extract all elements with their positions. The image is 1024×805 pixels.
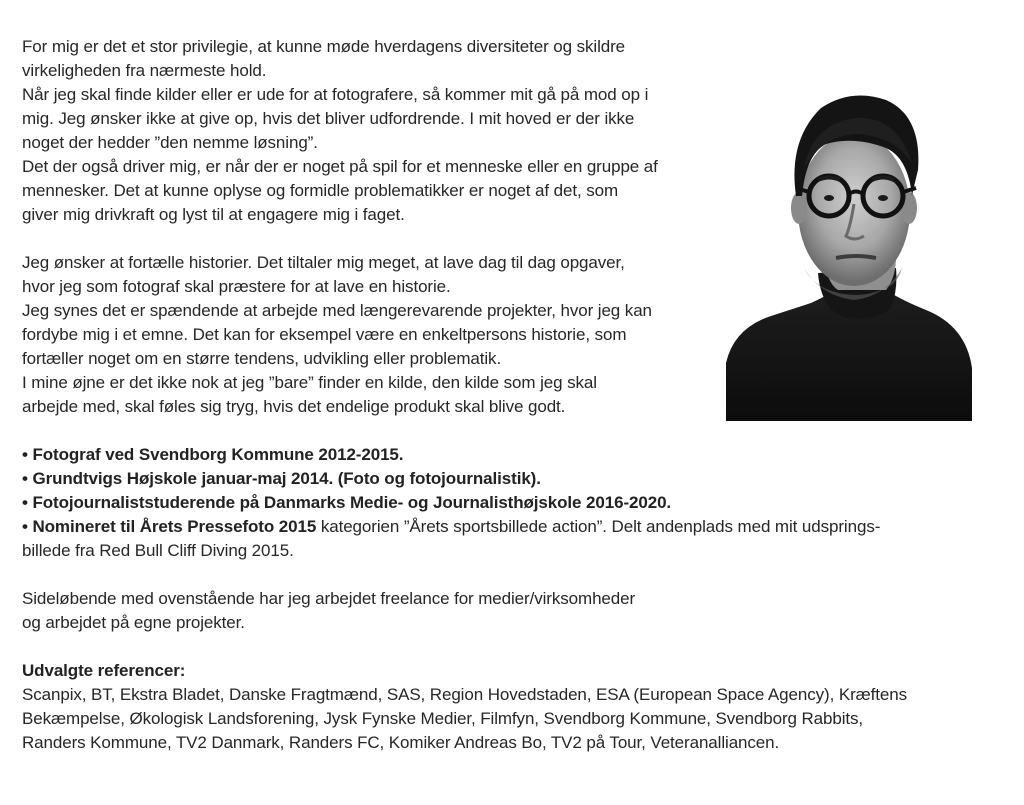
stories-paragraph-1 [22, 251, 722, 299]
experience-item [22, 443, 1012, 467]
intro-paragraph-2 [22, 83, 722, 155]
references-heading [22, 659, 1012, 683]
text-line: hvor jeg som fotograf skal præstere for at lave en historie. [22, 277, 451, 296]
experience-list [22, 443, 1012, 563]
references-section [22, 659, 1012, 755]
text-line: Jeg synes det er spændende at arbejde med længerevarende projekter, hvor jeg kan [22, 301, 652, 320]
text-line: virkeligheden fra nærmeste hold. [22, 61, 267, 80]
experience-item-continuation: billede fra Red Bull Cliff Diving 2015. [22, 541, 294, 560]
intro-paragraph-1 [22, 35, 722, 83]
text-line: arbejde med, skal føles sig tryg, hvis det endelige produkt skal blive godt. [22, 397, 566, 416]
text-line: Sideløbende med ovenstående har jeg arbejdet freelance for medier/virksomheder [22, 589, 636, 608]
experience-item-text: • Fotojournaliststuderende på Danmarks Medie- og Journalisthøjskole 2016-2020. [22, 493, 672, 512]
text-line: og arbejdet på egne projekter. [22, 613, 245, 632]
portrait-icon [726, 78, 972, 421]
paragraph-gap [22, 563, 1012, 587]
text-line: Når jeg skal finde kilder eller er ude for at fotografere, så kommer mit gå på mod op i [22, 85, 649, 104]
stories-paragraph-2 [22, 299, 722, 371]
freelance-paragraph [22, 587, 1012, 635]
references-line: Scanpix, BT, Ekstra Bladet, Danske Fragtmænd, SAS, Region Hovedstaden, ESA (European Space Agency), Kræftens [22, 685, 908, 704]
references-heading-text: Udvalgte referencer: [22, 661, 186, 680]
paragraph-gap [22, 419, 1012, 443]
paragraph-gap [22, 635, 1012, 659]
experience-item-text: • Fotograf ved Svendborg Kommune 2012-2015. [22, 445, 404, 464]
experience-item [22, 515, 1012, 539]
text-line: mig. Jeg ønsker ikke at give op, hvis det bliver udfordrende. I mit hoved er der ikke [22, 109, 635, 128]
experience-item-text: kategorien ”Årets sportsbillede action”. Delt andenplads med mit udsprings- [316, 517, 881, 536]
portrait-photo [726, 78, 972, 421]
text-line: giver mig drivkraft og lyst til at engagere mig i faget. [22, 205, 405, 224]
stories-paragraph-3 [22, 371, 722, 419]
text-line: Jeg ønsker at fortælle historier. Det tiltaler mig meget, at lave dag til dag opgaver, [22, 253, 625, 272]
experience-item [22, 467, 1012, 491]
text-line: For mig er det et stor privilegie, at kunne møde hverdagens diversiteter og skildre [22, 37, 626, 56]
experience-item-text: • Grundtvigs Højskole januar-maj 2014. (Foto og fotojournalistik). [22, 469, 541, 488]
text-line: noget der hedder ”den nemme løsning”. [22, 133, 318, 152]
text-line: fortæller noget om en større tendens, udvikling eller problematik. [22, 349, 502, 368]
text-line: fordybe mig i et emne. Det kan for eksempel være en enkeltpersons historie, som [22, 325, 627, 344]
references-line: Randers Kommune, TV2 Danmark, Randers FC, Komiker Andreas Bo, TV2 på Tour, Veteranalliancen. [22, 733, 780, 752]
experience-item [22, 491, 1012, 515]
text-line: Det der også driver mig, er når der er noget på spil for et menneske eller en gruppe af [22, 157, 658, 176]
intro-paragraph-3 [22, 155, 722, 227]
text-line: I mine øjne er det ikke nok at jeg ”bare” finder en kilde, den kilde som jeg skal [22, 373, 597, 392]
references-line: Bekæmpelse, Økologisk Landsforening, Jysk Fynske Medier, Filmfyn, Svendborg Kommune, Svendborg Rabbits, [22, 709, 864, 728]
experience-item-bold: • Nomineret til Årets Pressefoto 2015 [22, 517, 317, 536]
text-line: mennesker. Det at kunne oplyse og formidle problematikker er noget af det, som [22, 181, 619, 200]
